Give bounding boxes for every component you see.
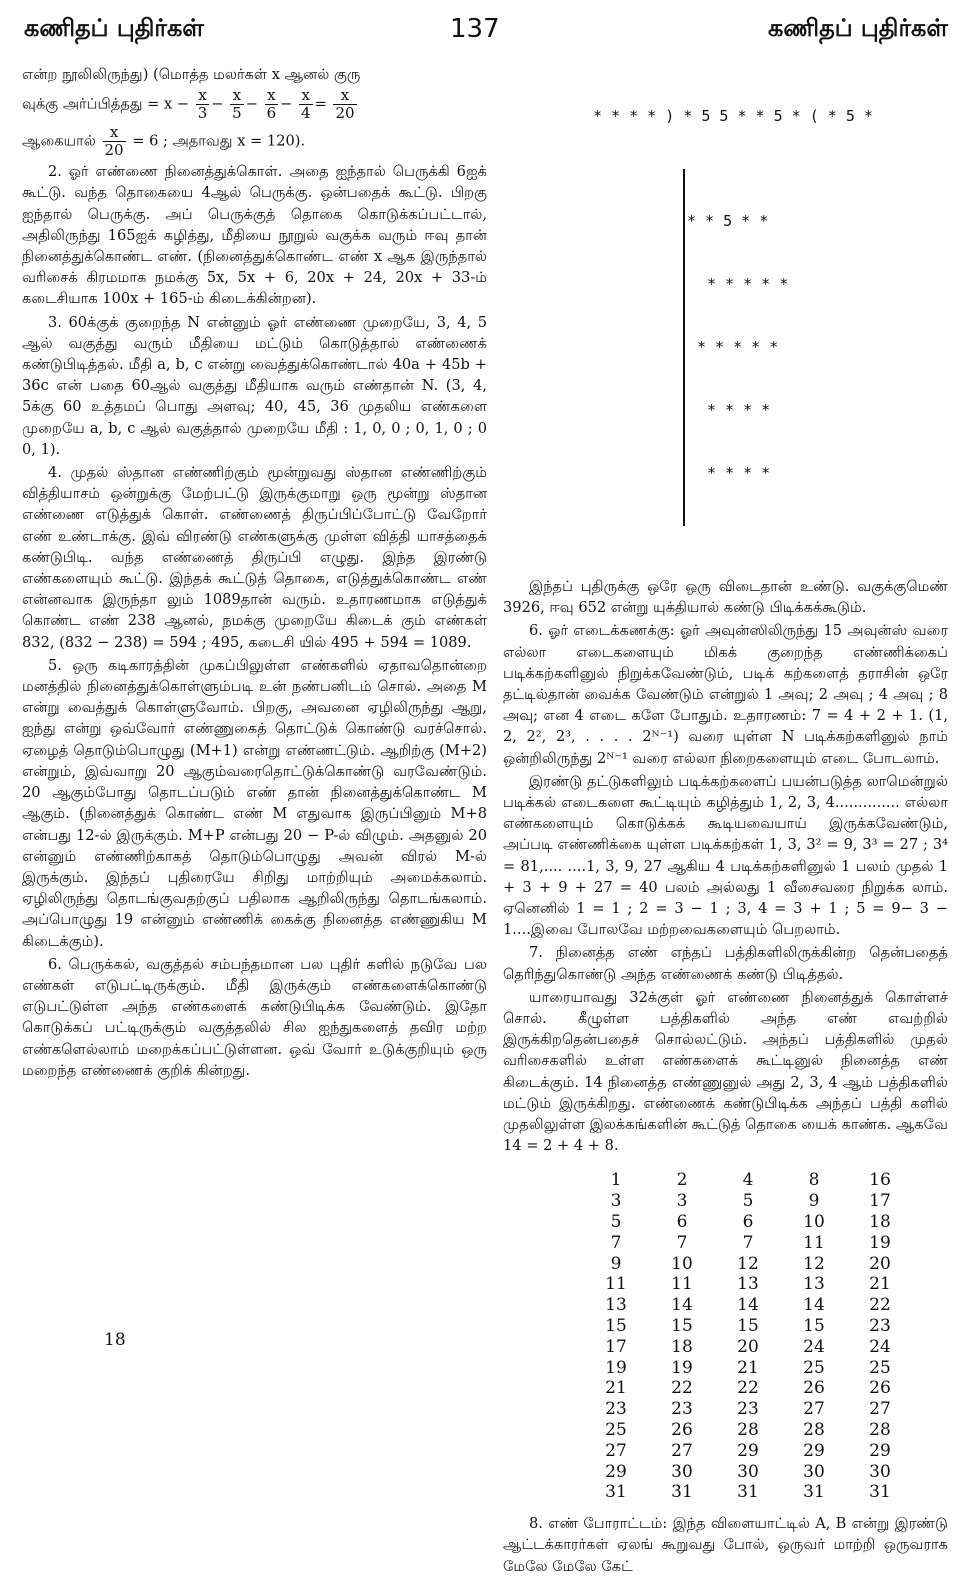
table-cell: 11 <box>803 1232 825 1253</box>
table-cell: 9 <box>808 1191 820 1212</box>
table-cell: 14 <box>671 1295 693 1316</box>
table-cell: 25 <box>869 1357 891 1378</box>
table-cell: 30 <box>671 1461 693 1482</box>
table-cell: 4 <box>742 1170 754 1191</box>
table-cell: 7 <box>610 1232 622 1253</box>
table-cell: 15 <box>605 1316 627 1337</box>
numerator: x <box>265 87 279 105</box>
fraction <box>196 87 210 122</box>
table-row <box>583 1337 913 1358</box>
division-row: * * 5 * * <box>687 212 769 230</box>
table-cell: 29 <box>803 1440 825 1461</box>
numerator: x <box>333 87 356 105</box>
left-column <box>22 64 487 1083</box>
table-cell: 21 <box>605 1378 627 1399</box>
fraction <box>103 124 126 159</box>
table-cell: 17 <box>605 1336 627 1357</box>
division-puzzle-header: * * * * ) * 5 5 * * 5 * ( * 5 * <box>593 107 873 125</box>
denominator: 5 <box>232 104 242 123</box>
paragraph-5: 5. ஒரு கடிகாரத்தின் முகப்பிலுள்ள எண்களில் ஏதாவதொன்றை மனத்தில் நினைத்துக்கொள்ளும்படி உன் நண்பனிடம் சொல். அதை M என்று வைத்துக் கொள்ளுவோம். பிறகு, அவனை ஏழிலிருந்து ஆறு, ஐந்து என்று ஒவ்வோர் எண்ணுகைத் தொட்டுக் கொண்டு வரச்சொல். ஏழைத் தொடும்பொழுது (M+1) என்று எண்ணட்டும். ஆறிற்கு (M+2) என்றும், இவ்வாறு 20 ஆகும்வரைதொட்டுக்கொண்டு வரவேண்டும். 20 ஆகும்போது தொடப்படும் எண் தான் நினைத்துக்கொண்ட M ஆகும். (நினைத்துக் கொண்ட எண் M எதுவாக இருப்பினும் M+8 என்பது 12-ல் இருக்கும். M+P என்பது 20 − P-ல் விழும். அதனுல் 20 என்னும் எண்ணிற்காகத் தொடும்பொழுது அவன் விரல் M-ல் இருக்கும். இந்தப் புதிரையே சிறிது மாற்றியும் அமைக்கலாம். ஏழிலிருந்து தொடங்குவதற்குப் பதிலாக ஆறிலிருந்து தொடங்கலாம். அப்பொழுது 19 என்னும் எண்ணிக் கைக்கு நினைத்த எண்ணுகிய M கிடைக்கும்). <box>22 656 487 950</box>
table-cell: 3 <box>610 1191 622 1212</box>
table-cell: 13 <box>605 1295 627 1316</box>
table-cell: 6 <box>676 1212 688 1233</box>
table-cell: 5 <box>610 1212 622 1233</box>
equation-prefix: வுக்கு அர்ப்பித்தது = x − <box>22 95 190 113</box>
table-row <box>583 1482 913 1503</box>
table-row <box>583 1462 913 1483</box>
table-row <box>583 1170 913 1191</box>
paragraph-2: 2. ஓர் எண்ணை நினைத்துக்கொள். அதை ஐந்தால் பெருக்கி 6ஐக் கூட்டு. வந்த தொகையை 4ஆல் பெருக்கு. ஒன்பதைக் கூட்டு. பிறகு ஐந்தால் பெருக்கு. அப் பெருக்குத் தொகை கொடுக்கப்பட்டால், அதிலிருந்து 165ஐக் கழித்து, மீதியை நூறுல் வகுக்க வரும் ஈவு தான் நினைத்துக்கொண்ட எண். (நினைத்துக்கொண்ட எண் x ஆக இருந்தால் வரிசைக் கிரமமாக நமக்கு 5x, 5x + 6, 20x + 24, 20x + 33-ம் கடைசியாக 100x + 165-ம் கிடைக்கின்றன). <box>22 163 487 308</box>
table-cell: 23 <box>605 1399 627 1420</box>
paragraph-r5: யாரையாவது 32க்குள் ஓர் எண்ணை நினைத்துக் கொள்ளச் சொல். கீழுள்ள பத்திகளில் அந்த எண் எவற்றில் இருக்கிறதென்பதைச் சொல்லட்டும். அந்தப் பத்திகளில் முதல் வரிசைகளில் உள்ள எண்களைக் கூட்டினுல் நினைத்த எண் கிடைக்கும். 14 நினைத்த எண்ணுனுல் அது 2, 3, 4 ஆம் பத்திகளில் மட்டும் இருக்கிறது. எண்ணைக் கண்டுபிடிக்க அந்தப் பத்தி களில் முதலிலுள்ள இலக்கங்களின் கூட்டுத் தொகை யைக் காண்க. ஆகவே 14 = 2 + 4 + 8. <box>503 988 948 1155</box>
table-cell: 29 <box>737 1440 759 1461</box>
table-cell: 26 <box>869 1378 891 1399</box>
table-cell: 22 <box>737 1378 759 1399</box>
table-cell: 25 <box>605 1420 627 1441</box>
result-suffix: = 6 ; அதாவது x = 120). <box>132 132 306 150</box>
table-row <box>583 1378 913 1399</box>
table-cell: 27 <box>803 1399 825 1420</box>
paragraph-1-line-1: என்ற நூலிலிருந்து) (மொத்த மலர்கள் x ஆனல் குரு <box>22 66 361 83</box>
table-cell: 11 <box>605 1274 627 1295</box>
table-cell: 14 <box>737 1295 759 1316</box>
division-row: * * * * * <box>697 338 779 356</box>
table-cell: 20 <box>869 1253 891 1274</box>
table-cell: 10 <box>671 1253 693 1274</box>
table-cell: 19 <box>671 1357 693 1378</box>
paragraph-6: 6. பெருக்கல், வகுத்தல் சம்பந்தமான பல புதிர் களில் நடுவே பல எண்கள் எடுபட்டிருக்கும். மீதி இருக்கும் எண்களைக்கொண்டு எடுபட்டுள்ள அந்த எண்களைக் கண்டுபிடிக்க வேண்டும். இதோ கொடுக்கப் பட்டிருக்கும் வகுத்தலில் சில ஐந்துகளைத் தவிர மற்ற எண்களெல்லாம் மறைக்கப்பட்டுள்ளன. ஒவ் வோர் உடுக்குறியும் ஒரு மறைந்த எண்ணைக் குறிக் கின்றது. <box>22 955 487 1079</box>
table-cell: 2 <box>676 1170 688 1191</box>
table-cell: 3 <box>676 1191 688 1212</box>
table-cell: 16 <box>869 1170 891 1191</box>
table-row <box>583 1420 913 1441</box>
table-cell: 17 <box>869 1191 891 1212</box>
paragraph-r3: இரண்டு தட்டுகளிலும் படிக்கற்களைப் பயன்படுத்த லாமென்றுல் படிக்கல் எடைகளை கூட்டியும் கழித்தும் 1, 2, 3, 4.............. எல்லா எண்களையும் கொடுக்கக் கூடியவையாய் இருக்கவேண்டும், அப்படி எண்ணிக்கை யுள்ள படிக்கற்கள் 1, 3, 3² = 9, 3³ = 27 ; 3⁴ = 81,.... ....1, 3, 9, 27 ஆகிய 4 படிக்கற்களினுல் 1 பலம் முதல் 1 + 3 + 9 + 27 = 40 பலம் அல்லது 1 வீசைவரை நிறுக்க லாம். ஏனெனில் 1 = 1 ; 2 = 3 − 1 ; 3, 4 = 3 + 1 ; 5 = 9− 3 − 1....இவை போலவே மற்றவைகளையும் பெறலாம். <box>503 772 948 939</box>
division-row: * * * * <box>707 464 771 482</box>
paragraph-3: 3. 60க்குக் குறைந்த N என்னும் ஓர் எண்ணை முறையே, 3, 4, 5 ஆல் வகுத்து வரும் மீதியை மட்டும் கொடுத்தால் எண்ணைக் கண்டுபிடித்தல். மீதி a, b, c என்று வைத்துக்கொண்டால் 40a + 45b + 36c என் பதை 60ஆல் வகுத்து மீதியாக வரும் எண்தான் N. (3, 4, 5க்கு 60 உத்தமப் பொது அளவு; 40, 45, 36 முதலிய எண்களை முறையே a, b, c ஆல் வகுத்தால் முறையே மீதி : 1, 0, 0 ; 0, 1, 0 ; 0 0, 1). <box>22 313 487 458</box>
table-cell: 28 <box>869 1420 891 1441</box>
table-cell: 12 <box>737 1253 759 1274</box>
table-cell: 30 <box>803 1461 825 1482</box>
signature-mark: 18 <box>104 1330 126 1350</box>
table-cell: 27 <box>869 1399 891 1420</box>
equation-line: வுக்கு அர்ப்பித்தது = x − $\frac{x}{3}$ − $\frac{x}{5}$ − $\frac{x}{6}$ − $\frac{x}{4}$ = $\frac{x}{20}$ <box>22 86 355 123</box>
table-cell: 7 <box>676 1232 688 1253</box>
table-cell: 24 <box>869 1336 891 1357</box>
fraction <box>299 87 313 122</box>
table-cell: 15 <box>737 1316 759 1337</box>
table-cell: 19 <box>869 1232 891 1253</box>
table-cell: 9 <box>610 1253 622 1274</box>
table-cell: 23 <box>737 1399 759 1420</box>
table-row <box>583 1399 913 1420</box>
table-cell: 1 <box>610 1170 622 1191</box>
table-cell: 29 <box>605 1461 627 1482</box>
paragraph-4: 4. முதல் ஸ்தான எண்ணிற்கும் மூன்றுவது ஸ்தான எண்ணிற்கும் வித்தியாசம் ஒன்றுக்கு மேற்பட்டு இருக்குமாறு ஒரு மூன்று ஸ்தான எண்ணை எடுத்துக் கொள். எண்ணைத் திருப்பிப்போட்டு வேறோர் எண் உண்டாக்கு. இவ் விரண்டு எண்களுக்கு முள்ள வித்தி யாசத்தைக் கண்டுபிடி. வந்த எண்ணைத் திருப்பி எழுது. இந்த இரண்டு எண்களையும் கூட்டு. இந்தக் கூட்டுத் தொகை, எடுத்துக்கொண்ட எண் என்னவாக இருந்தா லும் 1089தான் வரும். உதாரணமாக எடுத்துக் கொண்ட எண் 238 ஆனல், நமக்கு முறையே கிடைக் கும் எண்கள் 832, (832 − 238) = 594 ; 495, கடைசி யில் 495 + 594 = 1089. <box>22 464 487 651</box>
table-cell: 25 <box>803 1357 825 1378</box>
table-cell: 11 <box>671 1274 693 1295</box>
right-column <box>503 64 948 1579</box>
table-cell: 13 <box>803 1274 825 1295</box>
table-cell: 23 <box>869 1316 891 1337</box>
numerator: x <box>299 87 313 105</box>
table-cell: 15 <box>803 1316 825 1337</box>
table-row <box>583 1358 913 1379</box>
paragraph-r4: 7. நினைத்த எண் எந்தப் பத்திகளிலிருக்கின்ற தென்பதைத் தெரிந்துகொண்டு அந்த எண்ணைக் கண்டு பிடித்தல். <box>503 944 948 983</box>
fraction <box>265 87 279 122</box>
table-cell: 5 <box>742 1191 754 1212</box>
result-prefix: ஆகையால் <box>22 132 96 150</box>
table-cell: 13 <box>737 1274 759 1295</box>
table-row <box>583 1254 913 1275</box>
table-cell: 15 <box>671 1316 693 1337</box>
numerator: x <box>230 87 244 105</box>
table-cell: 31 <box>869 1482 891 1503</box>
table-cell: 10 <box>803 1212 825 1233</box>
table-cell: 30 <box>869 1461 891 1482</box>
table-cell: 20 <box>737 1336 759 1357</box>
table-cell: 18 <box>869 1212 891 1233</box>
table-cell: 21 <box>869 1274 891 1295</box>
table-cell: 23 <box>671 1399 693 1420</box>
table-row <box>583 1274 913 1295</box>
table-cell: 12 <box>803 1253 825 1274</box>
denominator: 20 <box>335 104 355 123</box>
table-cell: 31 <box>803 1482 825 1503</box>
table-row <box>583 1295 913 1316</box>
paragraph-r6: 8. எண் போராட்டம்: இந்த விளையாட்டில் A, B என்று இரண்டு ஆட்டக்காரர்கள் ஏலங் கூறுவது போல், ஒருவர் மாற்றி ஒருவராக மேலே மேலே கேட் <box>503 1515 948 1575</box>
table-cell: 14 <box>803 1295 825 1316</box>
table-cell: 26 <box>803 1378 825 1399</box>
division-row: * * * * <box>707 401 771 419</box>
numerator: x <box>103 124 126 142</box>
division-puzzle-body <box>683 169 948 526</box>
denominator: 20 <box>104 141 124 160</box>
denominator: 4 <box>301 104 311 123</box>
table-cell: 26 <box>671 1420 693 1441</box>
table-cell: 30 <box>737 1461 759 1482</box>
division-puzzle <box>503 64 948 568</box>
table-cell: 22 <box>671 1378 693 1399</box>
table-row <box>583 1191 913 1212</box>
table-cell: 31 <box>605 1482 627 1503</box>
table-row <box>583 1441 913 1462</box>
fraction <box>333 87 356 122</box>
table-cell: 6 <box>742 1212 754 1233</box>
denominator: 6 <box>266 104 277 123</box>
table-cell: 29 <box>869 1440 891 1461</box>
paragraph-r1: இந்தப் புதிருக்கு ஒரே ஒரு விடைதான் உண்டு. வகுக்குமெண் 3926, ஈவு 652 என்று யுக்தியால் கண்டு பிடிக்கக்கூடும். <box>503 578 948 617</box>
table-cell: 7 <box>742 1232 754 1253</box>
number-columns-table <box>583 1170 913 1503</box>
table-cell: 27 <box>605 1440 627 1461</box>
table-cell: 8 <box>808 1170 820 1191</box>
table-cell: 18 <box>671 1336 693 1357</box>
division-row: * * * * * <box>707 275 789 293</box>
table-cell: 28 <box>803 1420 825 1441</box>
table-row <box>583 1212 913 1233</box>
numerator: x <box>196 87 210 105</box>
paragraph-r2: 6. ஓர் எடைக்கணக்கு: ஓர் அவுன்ஸிலிருந்து 15 அவுன்ஸ் வரை எல்லா எடைகளையும் மிகக் குறைந்த எண்ணிக்கைப் படிக்கற்களினுல் நிறுக்கவேண்டும், படிக் கற்களைத் தராசின் ஒரே தட்டில்தான் வைக்க வேண்டும் என்றுல் 1 அவு; 2 அவு ; 4 அவு ; 8 அவு; என 4 எடை களே போதும். உதாரணம்: 7 = 4 + 2 + 1. (1, 2, 2², 2³, . . . . 2ᴺ⁻¹) வரை யுள்ள N படிக்கற்களினுல் நாம் ஒன்றிலிருந்து 2ᴺ⁻¹ வரை எல்லா நிறைகளையும் எடை போடலாம். <box>503 622 948 767</box>
table-cell: 21 <box>737 1357 759 1378</box>
table-cell: 19 <box>605 1357 627 1378</box>
table-cell: 22 <box>869 1295 891 1316</box>
table-row <box>583 1316 913 1337</box>
page-number: 137 <box>450 14 500 44</box>
table-row <box>583 1233 913 1254</box>
table-cell: 27 <box>671 1440 693 1461</box>
table-cell: 31 <box>737 1482 759 1503</box>
fraction <box>230 87 244 122</box>
denominator: 3 <box>197 104 208 123</box>
table-cell: 28 <box>737 1420 759 1441</box>
equation-result-line <box>22 124 487 159</box>
running-header-right: கணிதப் புதிர்கள் <box>768 14 948 42</box>
table-cell: 31 <box>671 1482 693 1503</box>
running-header-left: கணிதப் புதிர்கள் <box>24 14 204 42</box>
table-cell: 24 <box>803 1336 825 1357</box>
